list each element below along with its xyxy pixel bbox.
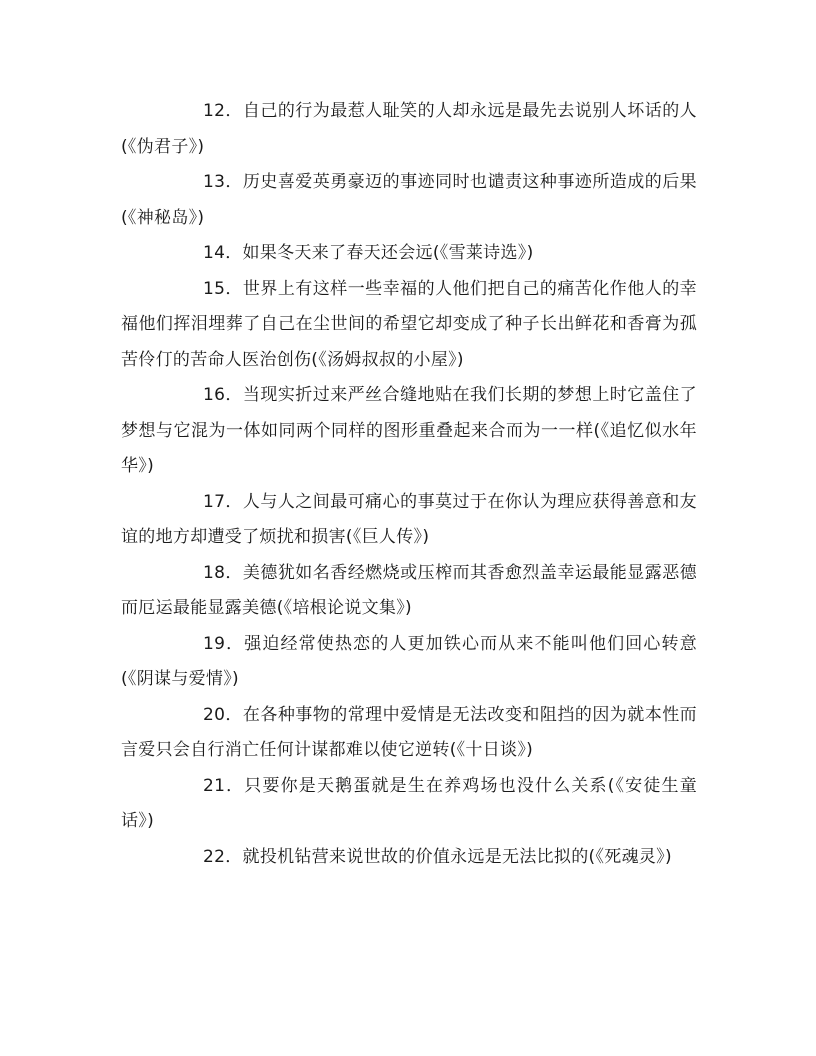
quote-item-14: 14．如果冬天来了春天还会远(《雪莱诗选》) (203, 243, 534, 263)
quote-item-17: 17．人与人之间最可痛心的事莫过于在你认为理应获得善意和友谊的地方却遭受了烦扰和损害(《巨人传》) (121, 491, 697, 547)
quote-item-15: 15．世界上有这样一些幸福的人他们把自己的痛苦化作他人的幸福他们挥泪埋葬了自己在尘世间的希望它却变成了种子长出鲜花和香膏为孤苦伶仃的苦命人医治创伤(《汤姆叔叔的小屋》) (121, 278, 697, 370)
quote-item-22: 22．就投机钻营来说世故的价值永远是无法比拟的(《死魂灵》) (203, 846, 672, 867)
quote-item-20: 20．在各种事物的常理中爱情是无法改变和阻挡的因为就本性而言爱只会自行消亡任何计谋都难以使它逆转(《十日谈》) (121, 704, 697, 760)
quote-item-21: 21．只要你是天鹅蛋就是生在养鸡场也没什么关系(《安徒生童话》) (121, 775, 697, 831)
quote-item-12: 12．自己的行为最惹人耻笑的人却永远是最先去说别人坏话的人(《伪君子》) (121, 101, 697, 157)
quote-item-19: 19．强迫经常使热恋的人更加铁心而从来不能叫他们回心转意(《阴谋与爱情》) (121, 633, 697, 689)
quote-item-16: 16．当现实折过来严丝合缝地贴在我们长期的梦想上时它盖住了梦想与它混为一体如同两个同样的图形重叠起来合而为一一样(《追忆似水年华》) (121, 385, 697, 476)
quote-item-18: 18．美德犹如名香经燃烧或压榨而其香愈烈盖幸运最能显露恶德而厄运最能显露美德(《培根论说文集》) (121, 562, 697, 618)
quote-item-13: 13．历史喜爱英勇豪迈的事迹同时也谴责这种事迹所造成的后果(《神秘岛》) (121, 172, 697, 228)
quote-list (121, 94, 697, 875)
